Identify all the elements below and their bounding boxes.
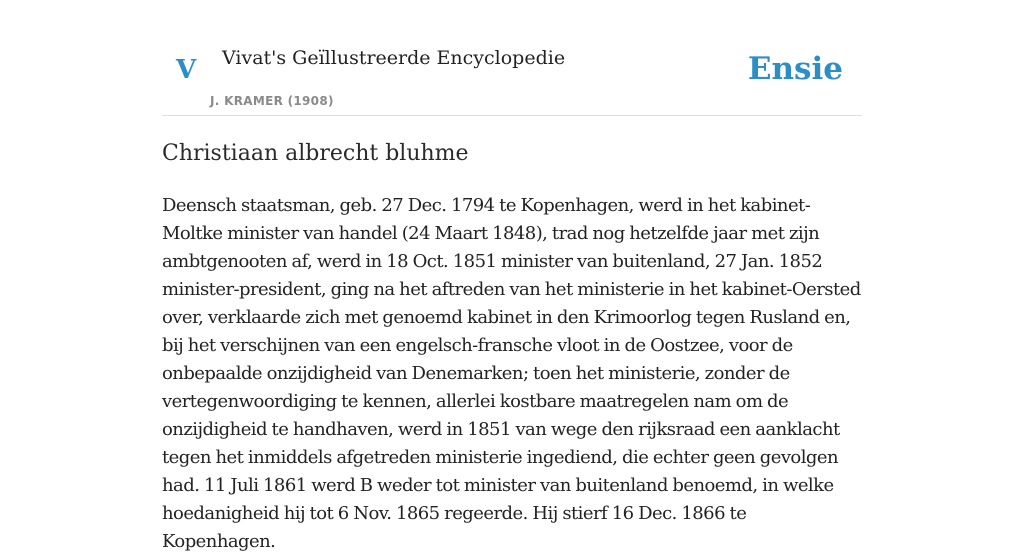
entry-body: Deensch staatsman, geb. 27 Dec. 1794 te Kopenhagen, werd in het kabinet-Moltke minister van handel (24 Maart 1848), trad nog hetzelfde jaar met zijn ambtgenooten af, werd in 18 Oct. 1851 minister van buitenland, 27 Jan. 1852 minister-president, ging na het aftreden van het ministerie in het kabinet-Oersted over, verklaarde zich met genoemd kabinet in den Krimoorlog tegen Rusland en, bij het verschijnen van een engelsch-fransche vloot in de Oostzee, voor de onbepaalde onzijdigheid van Denemarken; toen het ministerie, zonder de vertegenwoordiging te kennen, allerlei kostbare maatregelen nam om de onzijdigheid te handhaven, werd in 1851 van wege den rijksraad een aanklacht tegen het inmiddels afgetreden ministerie ingediend, die echter geen gevolgen had. 11 Juli 1861 werd B weder tot minister van buitenland benoemd, in welke hoedanigheid hij tot 6 Nov. 1865 regeerde. Hij stierf 16 Dec. 1866 te Kopenhagen. bbox=[162, 195, 861, 552]
book-title[interactable]: Vivat's Geïllustreerde Encyclopedie bbox=[222, 47, 566, 69]
page-header bbox=[162, 0, 862, 116]
author-line: J. KRAMER (1908) bbox=[210, 94, 334, 108]
brand-logo-link[interactable]: Ensie bbox=[747, 51, 843, 87]
entry-title: Christiaan albrecht bluhme bbox=[162, 141, 469, 166]
book-logo-icon: V bbox=[176, 55, 197, 85]
